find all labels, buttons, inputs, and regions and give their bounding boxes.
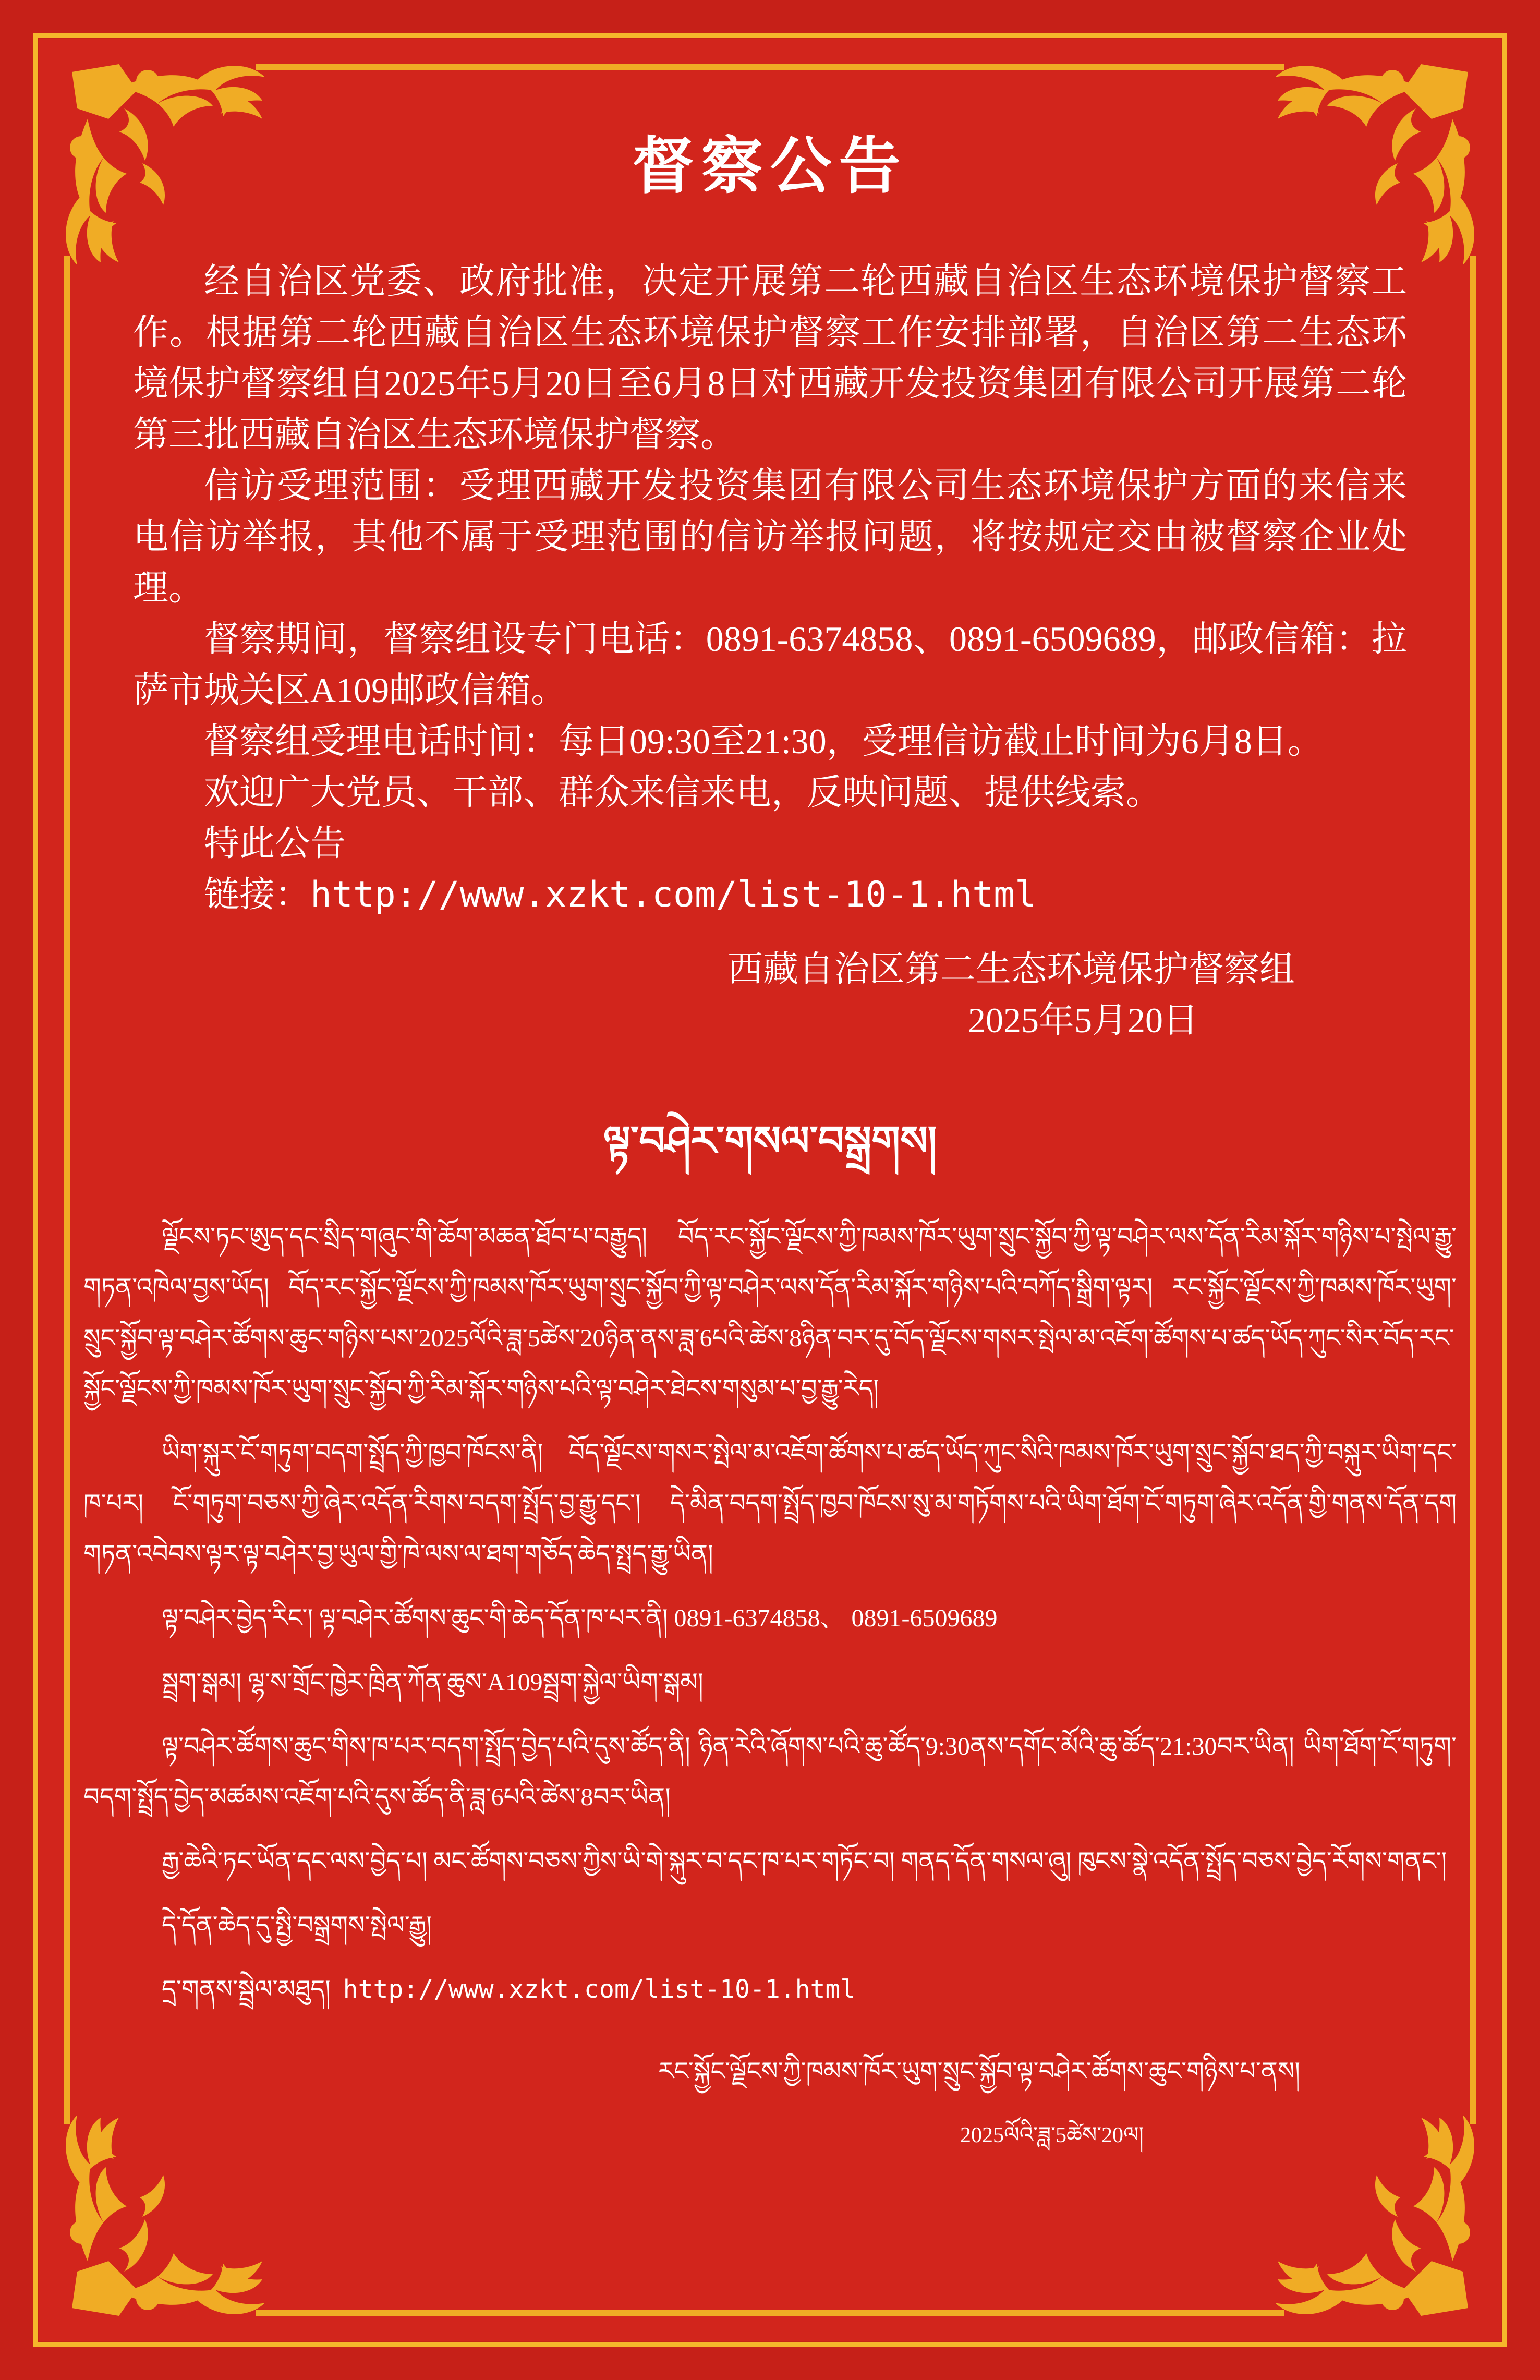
chinese-link-label: 链接： <box>204 875 311 914</box>
tibetan-paragraph-welcome: རྒྱ་ཆེའི་ཏང་ཡོན་དང་ལས་བྱེད་པ། མང་ཚོགས་བཅས་ཀྱིས་ཡི་གེ་སྐུར་བ་དང་ཁ་པར་གཏོང་བ། གནད་དོན་གསལ་ཞུ། ཁུངས་སྣེ་འདོན་སྤྲོད་བཅས་བྱེད་རོགས་གནང་། <box>162 1847 1447 1875</box>
tibetan-paragraph-hours: ལྟ་བཤེར་ཚོགས་ཆུང་གིས་ཁ་པར་བདག་སྤྲོད་བྱེད་པའི་དུས་ཚོད་ནི། ཉིན་རེའི་ཞོགས་པའི་ཆུ་ཚོད་9:30ནས་དགོང་མོའི་ཆུ་ཚོད་21:30བར་ཡིན། ཡིག་ཐོག་ངོ་གཏུག་བདག་སྤྲོད་བྱེད་མཚམས་འཇོག་པའི་དུས་ཚོད་ནི་ཟླ་6པའི་ཚེས་8བར་ཡིན། <box>83 1733 1457 1811</box>
tibetan-paragraph-phone: ལྟ་བཤེར་བྱེད་རིང་། ལྟ་བཤེར་ཚོགས་ཆུང་གི་ཆེད་དོན་ཁ་པར་ནི། 0891-6374858、 0891-6509689 <box>162 1604 998 1632</box>
chinese-body <box>0 256 1540 1046</box>
chinese-paragraph-welcome: 欢迎广大党员、干部、群众来信来电，反映问题、提供线索。 <box>204 772 1162 812</box>
tibetan-date: 2025ལོའི་ཟླ་5ཚེས་20ལ། <box>960 2123 1144 2147</box>
tibetan-signature: རང་སྐྱོང་ལྗོངས་ཀྱི་ཁམས་ཁོར་ཡུག་སྲུང་སྐྱོབ་ལྟ་བཤེར་ཚོགས་ཆུང་གཉིས་པ་ནས། <box>658 2058 1300 2085</box>
chinese-signature: 西藏自治区第二生态环境保护督察组 <box>727 949 1295 989</box>
chinese-paragraph-link <box>133 869 1407 921</box>
chinese-title: 督察公告 <box>632 132 908 201</box>
chinese-paragraph-scope: 经自治区党委、政府批准，决定开展第二轮西藏自治区生态环境保护督察工作。根据第二轮西藏自治区生态环境保护督察工作安排部署，自治区第二生态环境保护督察组自2025年5月20日至6月8日对西藏开发投资集团有限公司开展第二轮第三批西藏自治区生态环境保护督察。 <box>133 261 1407 454</box>
tibetan-body <box>0 1212 1540 2161</box>
announcement-content <box>0 125 1540 2174</box>
chinese-paragraph-petition-range: 信访受理范围：受理西藏开发投资集团有限公司生态环境保护方面的来信来电信访举报，其他不属于受理范围的信访举报问题，将按规定交由被督察企业处理。 <box>133 466 1407 608</box>
tibetan-paragraph-link <box>83 1964 1457 2015</box>
announcement-url-link[interactable]: http://www.xzkt.com/list-10-1.html <box>343 1975 856 2004</box>
tibetan-paragraph-scope: ལྗོངས་ཏང་ཨུད་དང་སྲིད་གཞུང་གི་ཆོག་མཆན་ཐོབ་པ་བརྒྱུད། བོད་རང་སྐྱོང་ལྗོངས་ཀྱི་ཁམས་ཁོར་ཡུག་སྲུང་སྐྱོབ་ཀྱི་ལྟ་བཤེར་ལས་དོན་རིམ་སྐོར་གཉིས་པ་སྤེལ་རྒྱུ་གཏན་འཁེལ་བྱས་ཡོད། བོད་རང་སྐྱོང་ལྗོངས་ཀྱི་ཁམས་ཁོར་ཡུག་སྲུང་སྐྱོབ་ཀྱི་ལྟ་བཤེར་ལས་དོན་རིམ་སྐོར་གཉིས་པའི་བཀོད་སྒྲིག་ལྟར། རང་སྐྱོང་ལྗོངས་ཀྱི་ཁམས་ཁོར་ཡུག་སྲུང་སྐྱོབ་ལྟ་བཤེར་ཚོགས་ཆུང་གཉིས་པས་2025ལོའི་ཟླ་5ཚེས་20ཉིན་ནས་ཟླ་6པའི་ཚེས་8ཉིན་བར་དུ་བོད་ལྗོངས་གསར་སྤེལ་མ་འཇོག་ཚོགས་པ་ཚད་ཡོད་ཀུང་སིར་བོད་རང་སྐྱོང་ལྗོངས་ཀྱི་ཁམས་ཁོར་ཡུག་སྲུང་སྐྱོབ་ཀྱི་རིམ་སྐོར་གཉིས་པའི་ལྟ་བཤེར་ཐེངས་གསུམ་པ་བྱ་རྒྱུ་རེད། <box>83 1223 1457 1403</box>
tibetan-paragraph-petition-range: ཡིག་སྐུར་ངོ་གཏུག་བདག་སྤྲོད་ཀྱི་ཁྱབ་ཁོངས་ནི། བོད་ལྗོངས་གསར་སྤེལ་མ་འཇོག་ཚོགས་པ་ཚད་ཡོད་ཀུང་སིའི་ཁམས་ཁོར་ཡུག་སྲུང་སྐྱོབ་ཐད་ཀྱི་བསྐུར་ཡིག་དང་ཁ་པར། ངོ་གཏུག་བཅས་ཀྱི་ཞེར་འདོན་རིགས་བདག་སྤྲོད་བྱ་རྒྱུ་དང་། དེ་མིན་བདག་སྤྲོད་ཁྱབ་ཁོངས་སུ་མ་གཏོགས་པའི་ཡིག་ཐོག་ངོ་གཏུག་ཞེར་འདོན་གྱི་གནས་དོན་དག གཏན་འབེབས་ལྟར་ལྟ་བཤེར་བྱ་ཡུལ་གྱི་ཁེ་ལས་ལ་ཐག་གཅོད་ཆེད་སྤྲད་རྒྱུ་ཡིན། <box>83 1439 1457 1568</box>
tibetan-paragraph-postbox: སྦྲག་སྒམ། ལྷ་ས་གྲོང་ཁྱེར་ཁྲིན་ཀོན་ཆུས་A109སྦྲག་སྐྱེལ་ཡིག་སྒམ། <box>162 1669 704 1696</box>
chinese-date: 2025年5月20日 <box>967 1000 1198 1040</box>
chinese-paragraph-hereby: 特此公告 <box>204 824 346 863</box>
tibetan-paragraph-hereby: དེ་དོན་ཆེད་དུ་སྤྱི་བསྒྲགས་སྤེལ་རྒྱུ། <box>162 1912 432 1939</box>
chinese-paragraph-phone: 督察期间，督察组设专门电话：0891-6374858、0891-6509689，邮政信箱：拉萨市城关区A109邮政信箱。 <box>133 619 1407 710</box>
tibetan-title: ལྟ་བཤེར་གསལ་བསྒྲགས། <box>603 1118 937 1164</box>
chinese-paragraph-hours: 督察组受理电话时间：每日09:30至21:30，受理信访截止时间为6月8日。 <box>204 721 1323 761</box>
announcement-url-link[interactable]: http://www.xzkt.com/list-10-1.html <box>310 874 1036 915</box>
tibetan-link-label: དྲ་གནས་སྦྲེལ་མཐུད། <box>162 1976 331 2003</box>
